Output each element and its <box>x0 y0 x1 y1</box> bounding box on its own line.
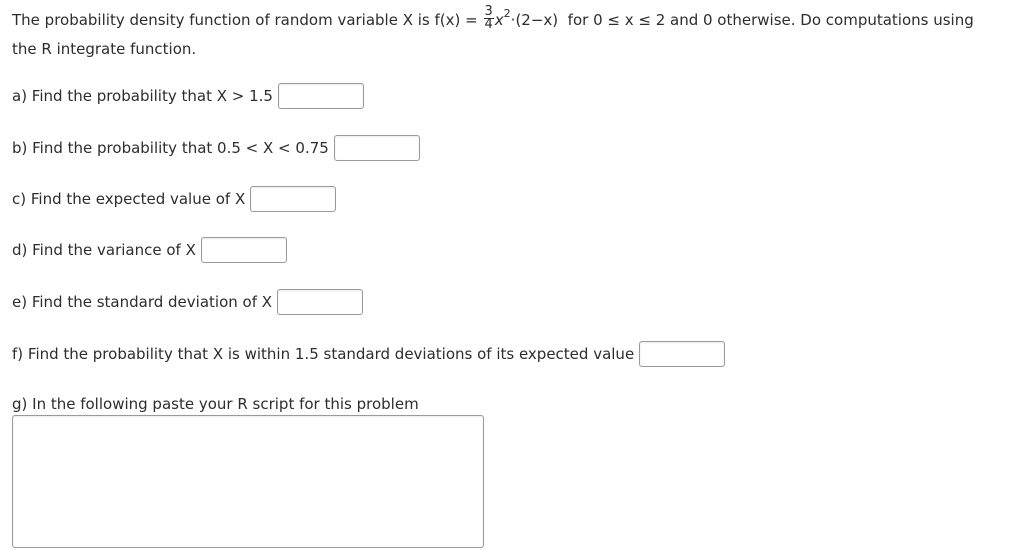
question-d <box>12 237 287 263</box>
answer-c-input[interactable] <box>250 186 336 212</box>
intro-prefix: The probability density function of random variable X is f(x) = <box>12 11 483 29</box>
question-f <box>12 341 725 367</box>
question-c <box>12 186 336 212</box>
answer-e-input[interactable] <box>277 289 363 315</box>
r-script-textarea[interactable] <box>12 415 484 548</box>
question-a-label: a) Find the probability that X > 1.5 <box>12 87 273 105</box>
answer-b-input[interactable] <box>334 135 420 161</box>
question-c-label: c) Find the expected value of X <box>12 190 246 208</box>
expr-exponent: 2 <box>503 7 511 20</box>
fraction-denominator: 4 <box>484 17 493 32</box>
answer-a-input[interactable] <box>278 83 364 109</box>
expr-variable: x <box>494 11 504 29</box>
question-e-label: e) Find the standard deviation of X <box>12 293 273 311</box>
question-g-label: g) In the following paste your R script for this problem <box>12 395 419 413</box>
question-b-label: b) Find the probability that 0.5 < X < 0.75 <box>12 139 329 157</box>
question-f-label: f) Find the probability that X is within 1.5 standard deviations of its expected value <box>12 345 635 363</box>
answer-f-input[interactable] <box>639 341 725 367</box>
coefficient-fraction <box>484 6 494 31</box>
question-a <box>12 83 364 109</box>
question-b <box>12 135 420 161</box>
problem-statement-line1 <box>12 6 974 33</box>
problem-statement-line2: the R integrate function. <box>12 40 197 58</box>
question-d-label: d) Find the variance of X <box>12 241 196 259</box>
fraction-numerator: 3 <box>484 4 493 19</box>
expr-rest: ·(2−x) <box>510 11 559 29</box>
question-e <box>12 289 363 315</box>
answer-d-input[interactable] <box>201 237 287 263</box>
intro-suffix: for 0 ≤ x ≤ 2 and 0 otherwise. Do computations using <box>558 11 974 29</box>
